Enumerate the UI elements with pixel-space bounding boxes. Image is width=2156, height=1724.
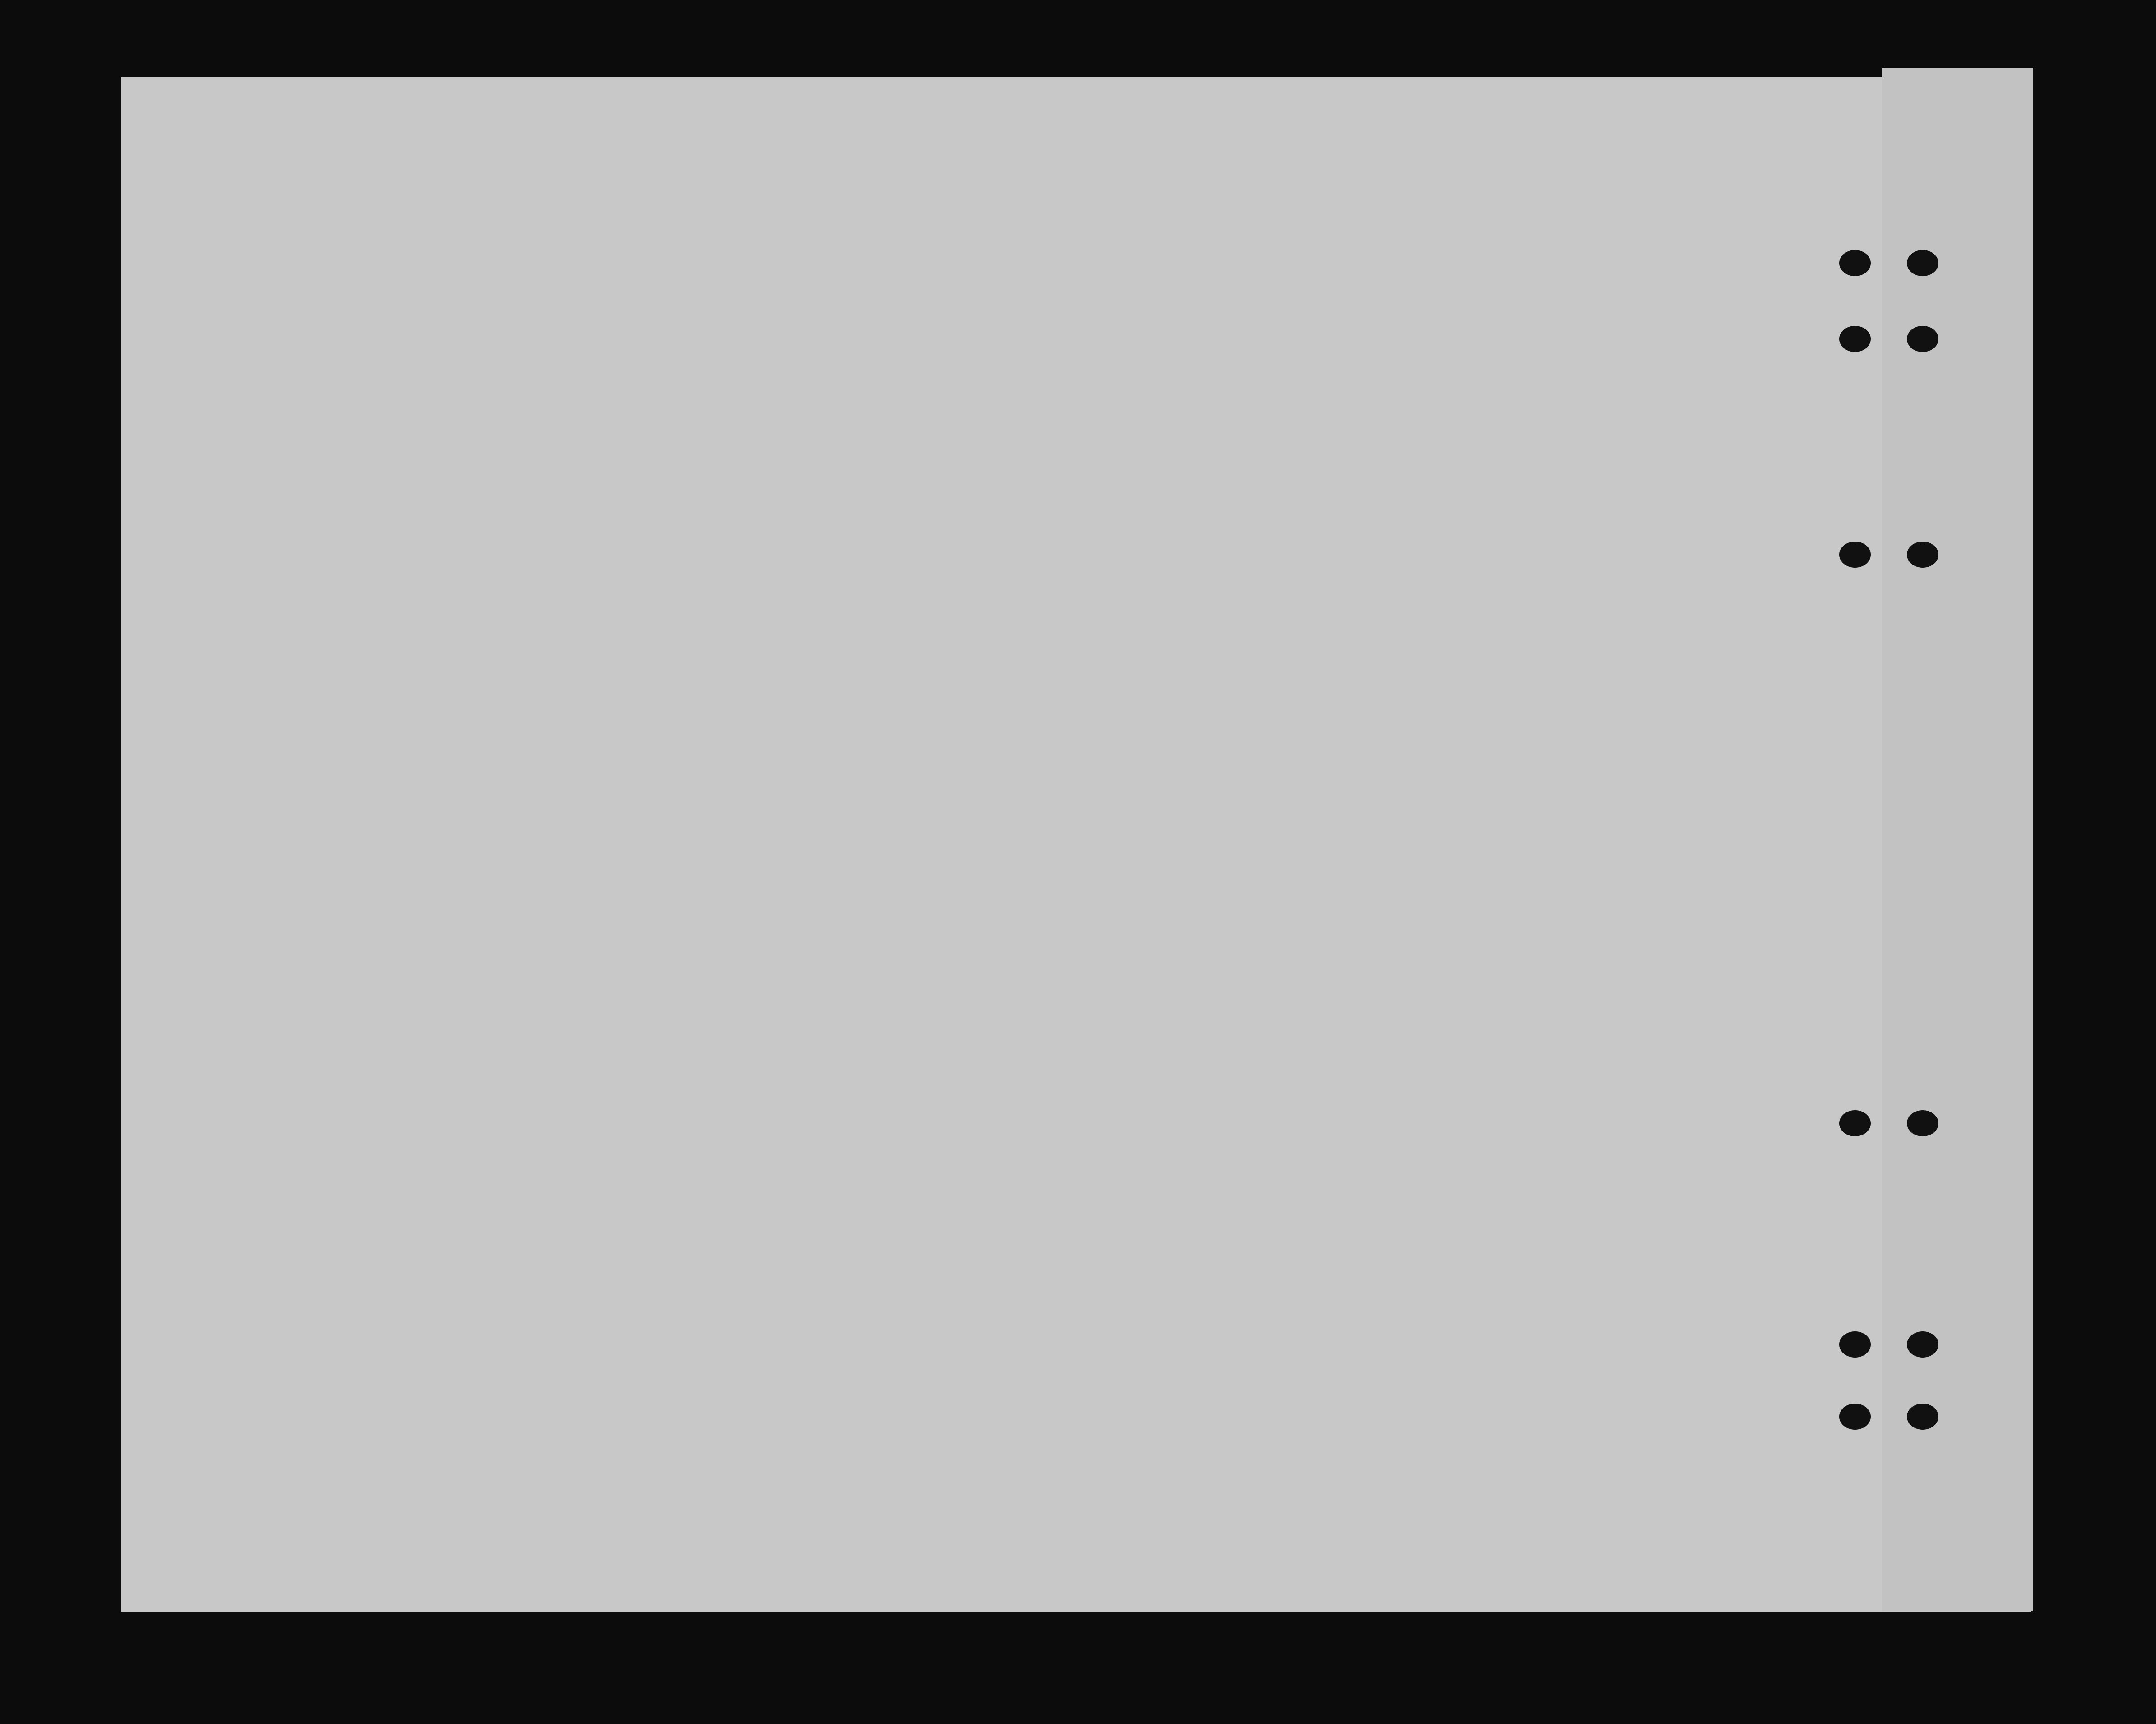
punch-hole [1839, 542, 1871, 568]
punch-hole [1907, 250, 1938, 276]
punch-hole [1839, 1110, 1871, 1136]
punch-hole [1907, 1331, 1938, 1358]
punch-hole [1907, 542, 1938, 568]
punch-hole [1907, 1404, 1938, 1430]
punch-hole [1839, 250, 1871, 276]
punch-hole [1907, 1110, 1938, 1136]
punch-hole [1907, 326, 1938, 352]
punch-hole [1839, 326, 1871, 352]
punch-hole [1839, 1404, 1871, 1430]
punch-hole [1839, 1331, 1871, 1358]
